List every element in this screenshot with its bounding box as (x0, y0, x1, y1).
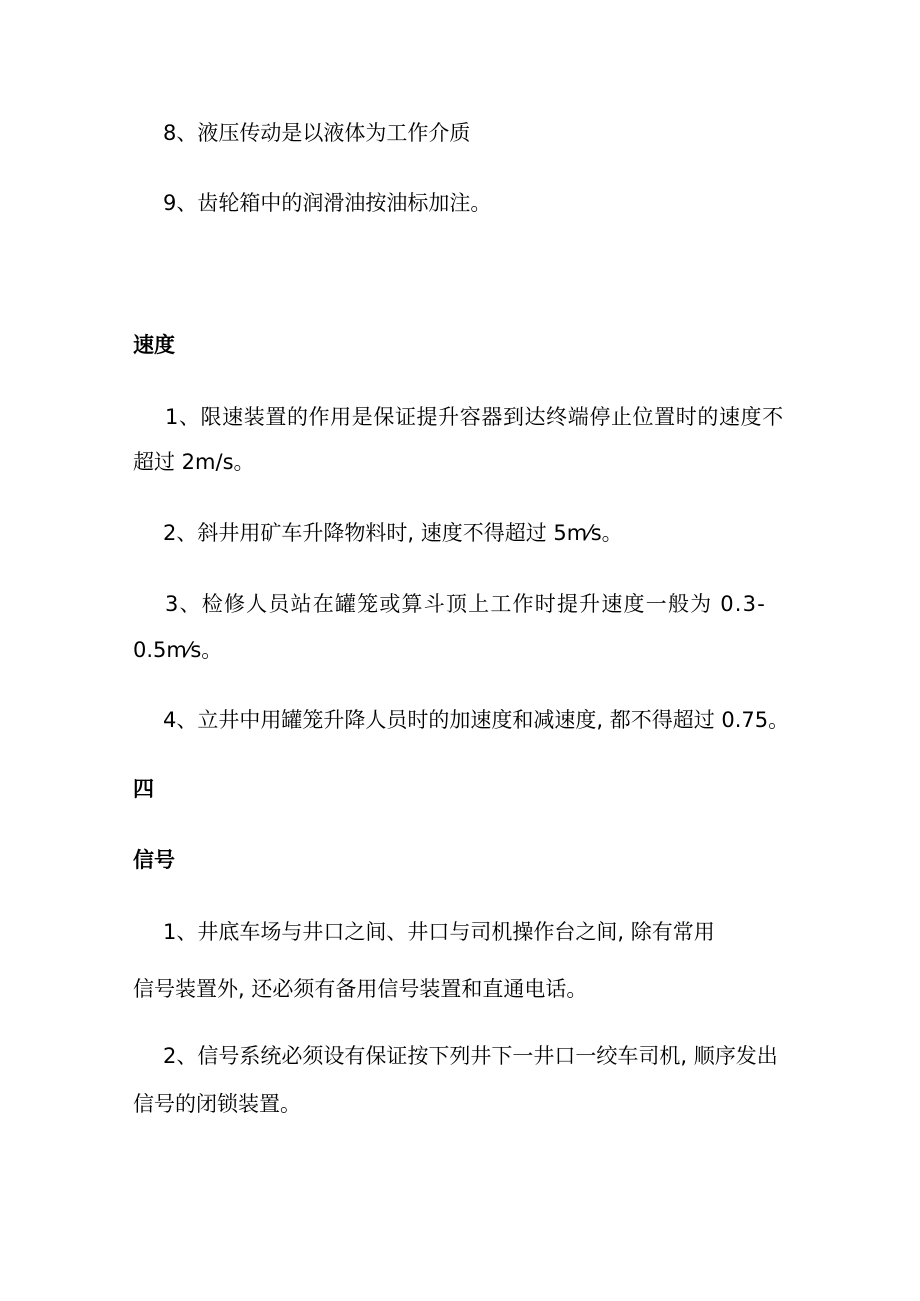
list-item-9: 9、齿轮箱中的润滑油按油标加注。 (163, 191, 492, 215)
speed-item-3-line-2: 0.5m⁄s。 (133, 638, 223, 662)
speed-item-1-line-1: 1、限速装置的作用是保证提升容器到达终端停止位置时的速度不 (165, 405, 784, 429)
signal-item-1-line-1: 1、井底车场与井口之间、井口与司机操作台之间, 除有常用 (163, 920, 715, 944)
speed-item-3-line-1: 3、检修人员站在罐笼或算斗顶上工作时提升速度一般为 0.3- (165, 592, 767, 616)
speed-item-2: 2、斜井用矿车升降物料时, 速度不得超过 5m⁄s。 (163, 521, 623, 545)
signal-item-2-line-1: 2、信号系统必须设有保证按下列井下一井口一绞车司机, 顺序发出 (163, 1044, 778, 1068)
speed-item-4: 4、立井中用罐笼升降人员时的加速度和减速度, 都不得超过 0.75。 (163, 708, 790, 732)
section-number: 四 (133, 777, 154, 801)
section-heading-signal: 信号 (133, 848, 175, 872)
signal-item-2-line-2: 信号的闭锁装置。 (133, 1092, 301, 1116)
list-item-8: 8、液压传动是以液体为工作介质 (163, 121, 471, 145)
speed-item-1-line-2: 超过 2m/s。 (133, 450, 255, 474)
section-heading-speed: 速度 (133, 333, 175, 357)
signal-item-1-line-2: 信号装置外, 还必须有备用信号装置和直通电话。 (133, 977, 588, 1001)
